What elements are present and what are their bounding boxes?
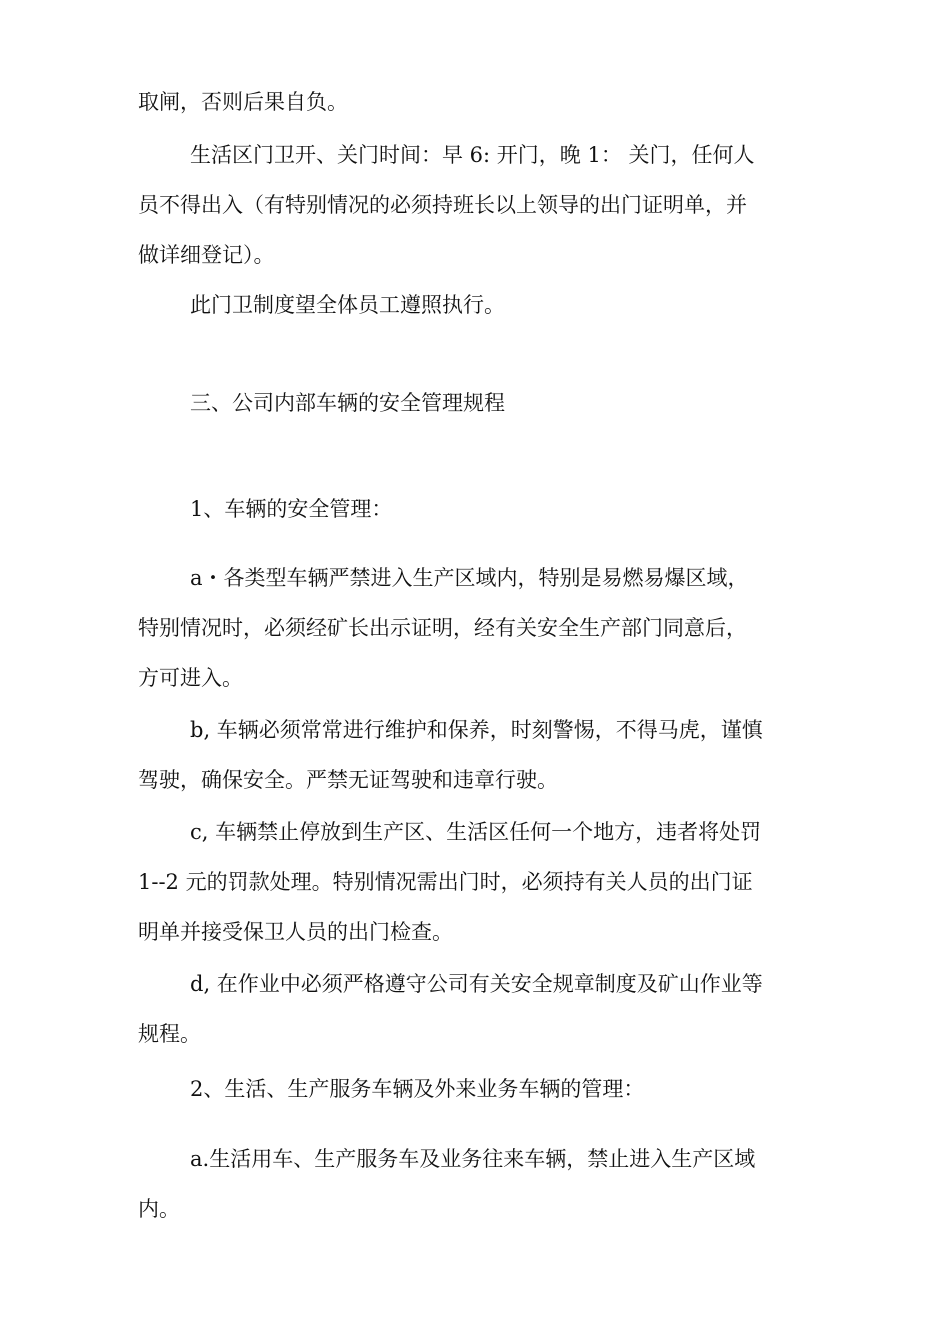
text-line-5: 此门卫制度望全体员工遵照执行。 (190, 293, 505, 317)
text-line-c1: c, 车辆禁止停放到生产区、生活区任何一个地方，违者将处罚 (190, 820, 762, 844)
text-line-1: 取闸，否则后果自负。 (138, 90, 348, 114)
text-line-c3: 明单并接受保卫人员的出门检查。 (138, 920, 453, 944)
text-line-4: 做详细登记）。 (138, 243, 275, 267)
text-line-a1: a・各类型车辆严禁进入生产区域内，特别是易燃易爆区域， (190, 566, 749, 590)
text-line-b1: b, 车辆必须常常进行维护和保养，时刻警惕，不得马虎，谨慎 (190, 718, 763, 742)
section-heading: 三、公司内部车辆的安全管理规程 (190, 391, 505, 415)
subheading-2: 2、生活、生产服务车辆及外来业务车辆的管理： (190, 1077, 645, 1101)
text-line-d2: 规程。 (138, 1022, 201, 1046)
text-line-d1: d, 在作业中必须严格遵守公司有关安全规章制度及矿山作业等 (190, 972, 763, 996)
text-line-a2: 特别情况时，必须经矿长出示证明，经有关安全生产部门同意后， (138, 616, 747, 640)
text-line-b2: 驾驶，确保安全。严禁无证驾驶和违章行驶。 (138, 768, 558, 792)
text-line-2: 生活区门卫开、关门时间：早 6: 开门，晚 1： 关门，任何人 (190, 143, 755, 167)
subheading-1: 1、车辆的安全管理： (190, 497, 393, 521)
text-line-e1: a.生活用车、生产服务车及业务往来车辆，禁止进入生产区域 (190, 1147, 756, 1171)
text-line-a3: 方可进入。 (138, 666, 243, 690)
text-line-e2: 内。 (138, 1197, 180, 1221)
text-line-3: 员不得出入（有特别情况的必须持班长以上领导的出门证明单，并 (138, 193, 747, 217)
text-line-c2: 1--2 元的罚款处理。特别情况需出门时，必须持有关人员的出门证 (138, 870, 753, 894)
